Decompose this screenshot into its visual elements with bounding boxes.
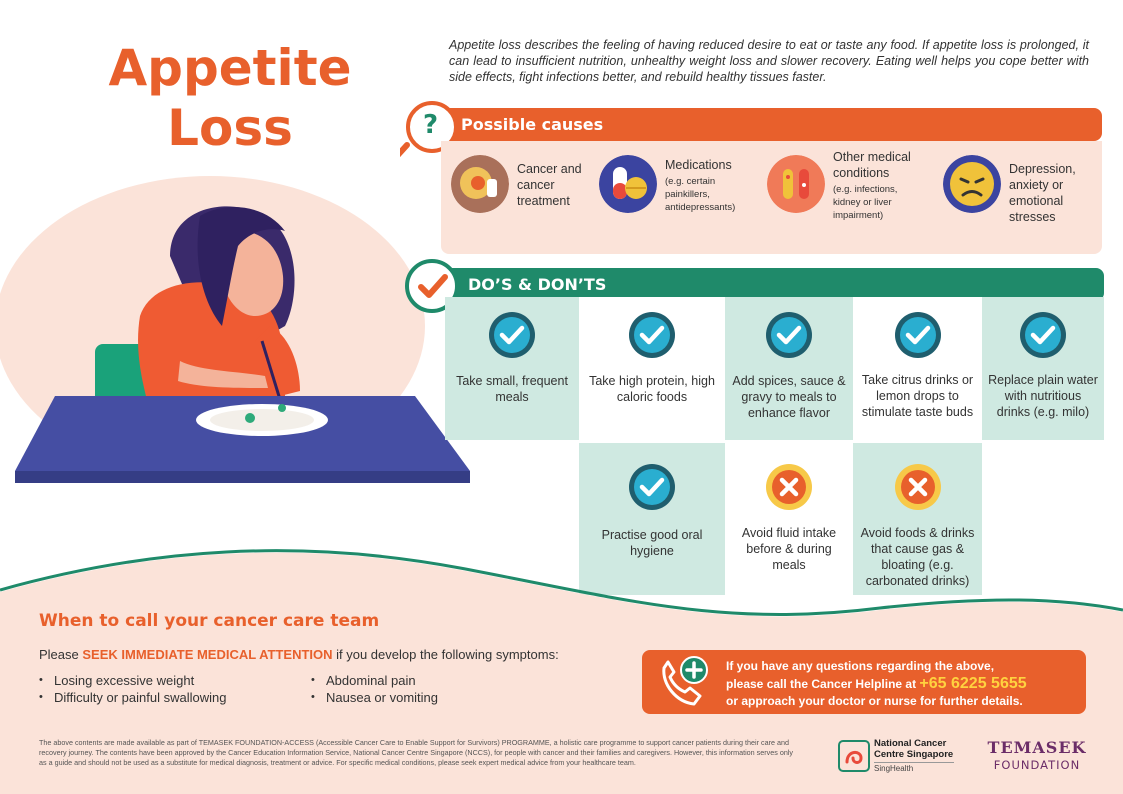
singhealth-label: SingHealth	[874, 762, 954, 773]
intro-paragraph: Appetite loss describes the feeling of having reduced desire to eat or taste any food. If appetite loss is prolonged, it can lead to insufficient nutrition, unhealthy weight loss and slower recovery. Eating well helps you cope better with side effects, fight infections better, and rebuild healthy tissues faster.	[449, 38, 1089, 84]
cause-other-text	[833, 149, 918, 222]
woman-with-plate-illustration	[0, 176, 480, 506]
cause-other-conditions	[767, 150, 918, 222]
cause-depression-label: Depression, anxiety or emotional stresses	[1009, 162, 1076, 224]
do-item-text: Add spices, sauce & gravy to meals to enhance flavor	[732, 374, 846, 420]
title-line-2: Loss	[167, 99, 293, 157]
possible-causes-title: Possible causes	[461, 115, 604, 134]
please-post: if you develop the following symptoms:	[332, 647, 559, 662]
teal-check-icon	[1019, 311, 1067, 359]
cause-cancer-label: Cancer and cancer treatment	[517, 162, 582, 208]
temasek-foundation-logo	[982, 738, 1092, 772]
dont-item-text: Avoid foods & drinks that cause gas & bloating (e.g. carbonated drinks)	[860, 526, 975, 588]
do-item-text: Take citrus drinks or lemon drops to stimulate taste buds	[861, 373, 974, 419]
please-pre: Please	[39, 647, 83, 662]
symptom-item: • Losing excessive weight	[54, 673, 194, 688]
cause-cancer	[451, 155, 595, 213]
cause-medications	[599, 155, 760, 214]
do-item-text: Take small, frequent meals	[456, 374, 568, 404]
page-title	[95, 38, 365, 158]
phone-plus-icon	[654, 654, 710, 710]
helpline-line-1: If you have any questions regarding the above,	[726, 659, 995, 673]
do-item-spices	[725, 297, 853, 440]
cause-other-label: Other medical conditions	[833, 150, 911, 180]
dont-item-text: Avoid fluid intake before & during meals	[741, 526, 837, 572]
do-item-small-meals	[445, 297, 579, 440]
nccs-name-line-1: National Cancer	[874, 738, 947, 749]
cause-depression	[943, 155, 1089, 225]
teal-check-icon	[628, 463, 676, 511]
teal-check-icon	[894, 311, 942, 359]
causes-panel	[441, 141, 1102, 254]
helpline-number[interactable]: +65 6225 5655	[919, 675, 1027, 692]
do-item-text: Replace plain water with nutritious drinks (e.g. milo)	[988, 373, 1098, 419]
cancer-helpline-box	[642, 650, 1086, 714]
do-item-nutritious-drinks	[982, 297, 1104, 440]
cause-other-sub: (e.g. infections, kidney or liver impairment)	[833, 184, 898, 221]
svg-text:?: ?	[423, 110, 439, 140]
distressed-face-icon	[943, 155, 1001, 213]
temasek-wordmark: TEMASEK	[987, 738, 1087, 757]
do-item-text: Practise good oral hygiene	[601, 528, 703, 558]
dos-donts-title: DO’S & DON’TS	[468, 275, 607, 294]
seek-attention-text	[39, 647, 559, 662]
teal-check-icon	[628, 311, 676, 359]
helpline-call-text: please call the Cancer Helpline at	[726, 677, 920, 691]
nccs-logo	[838, 738, 968, 774]
nccs-emblem-icon	[838, 740, 870, 772]
symptom-item: • Nausea or vomiting	[326, 690, 438, 705]
orange-cross-icon	[894, 463, 942, 511]
do-item-text: Take high protein, high caloric foods	[589, 374, 715, 404]
helpline-text	[726, 658, 1078, 710]
cause-medications-label: Medications	[665, 158, 732, 172]
nccs-name-line-2: Centre Singapore	[874, 749, 954, 760]
pills-icon	[599, 155, 657, 213]
cancer-cell-icon	[451, 155, 509, 213]
orange-cross-icon	[765, 463, 813, 511]
possible-causes-header	[435, 108, 1102, 141]
nccs-name	[874, 738, 953, 760]
helpline-line-3: or approach your doctor or nurse for further details.	[726, 694, 1023, 708]
when-to-call-title: When to call your cancer care team	[39, 611, 380, 631]
bacteria-icon	[767, 155, 825, 213]
foundation-wordmark: FOUNDATION	[993, 758, 1081, 772]
cause-medications-sub: (e.g. certain painkillers, antidepressants)	[665, 176, 736, 213]
symptom-item: • Difficulty or painful swallowing	[54, 690, 226, 705]
symptom-item: • Abdominal pain	[326, 673, 416, 688]
helpline-line-2	[726, 675, 1078, 693]
teal-check-icon	[488, 311, 536, 359]
please-bold: SEEK IMMEDIATE MEDICAL ATTENTION	[82, 647, 333, 662]
do-item-citrus	[853, 297, 982, 440]
cause-medications-text	[665, 157, 760, 214]
title-line-1: Appetite	[108, 39, 352, 97]
teal-check-icon	[765, 311, 813, 359]
do-item-high-protein	[579, 297, 725, 440]
disclaimer-text: The above contents are made available as part of TEMASEK FOUNDATION-ACCESS (Accessible Cancer Care to Enable Support for Survivors) PROGRAMME, a holistic care programme to support cancer patients during their care and recovery journey. The contents have been approved by the Cancer Education Information Service, National Cancer Centre Singapore (NCCS), for people with cancer and their families and caregivers. However, this information serves only as a guide and should not be used as a substitute for medical diagnosis, treatment or advice. For specific medical conditions, please seek expert medical advice from your healthcare team.	[39, 738, 794, 767]
